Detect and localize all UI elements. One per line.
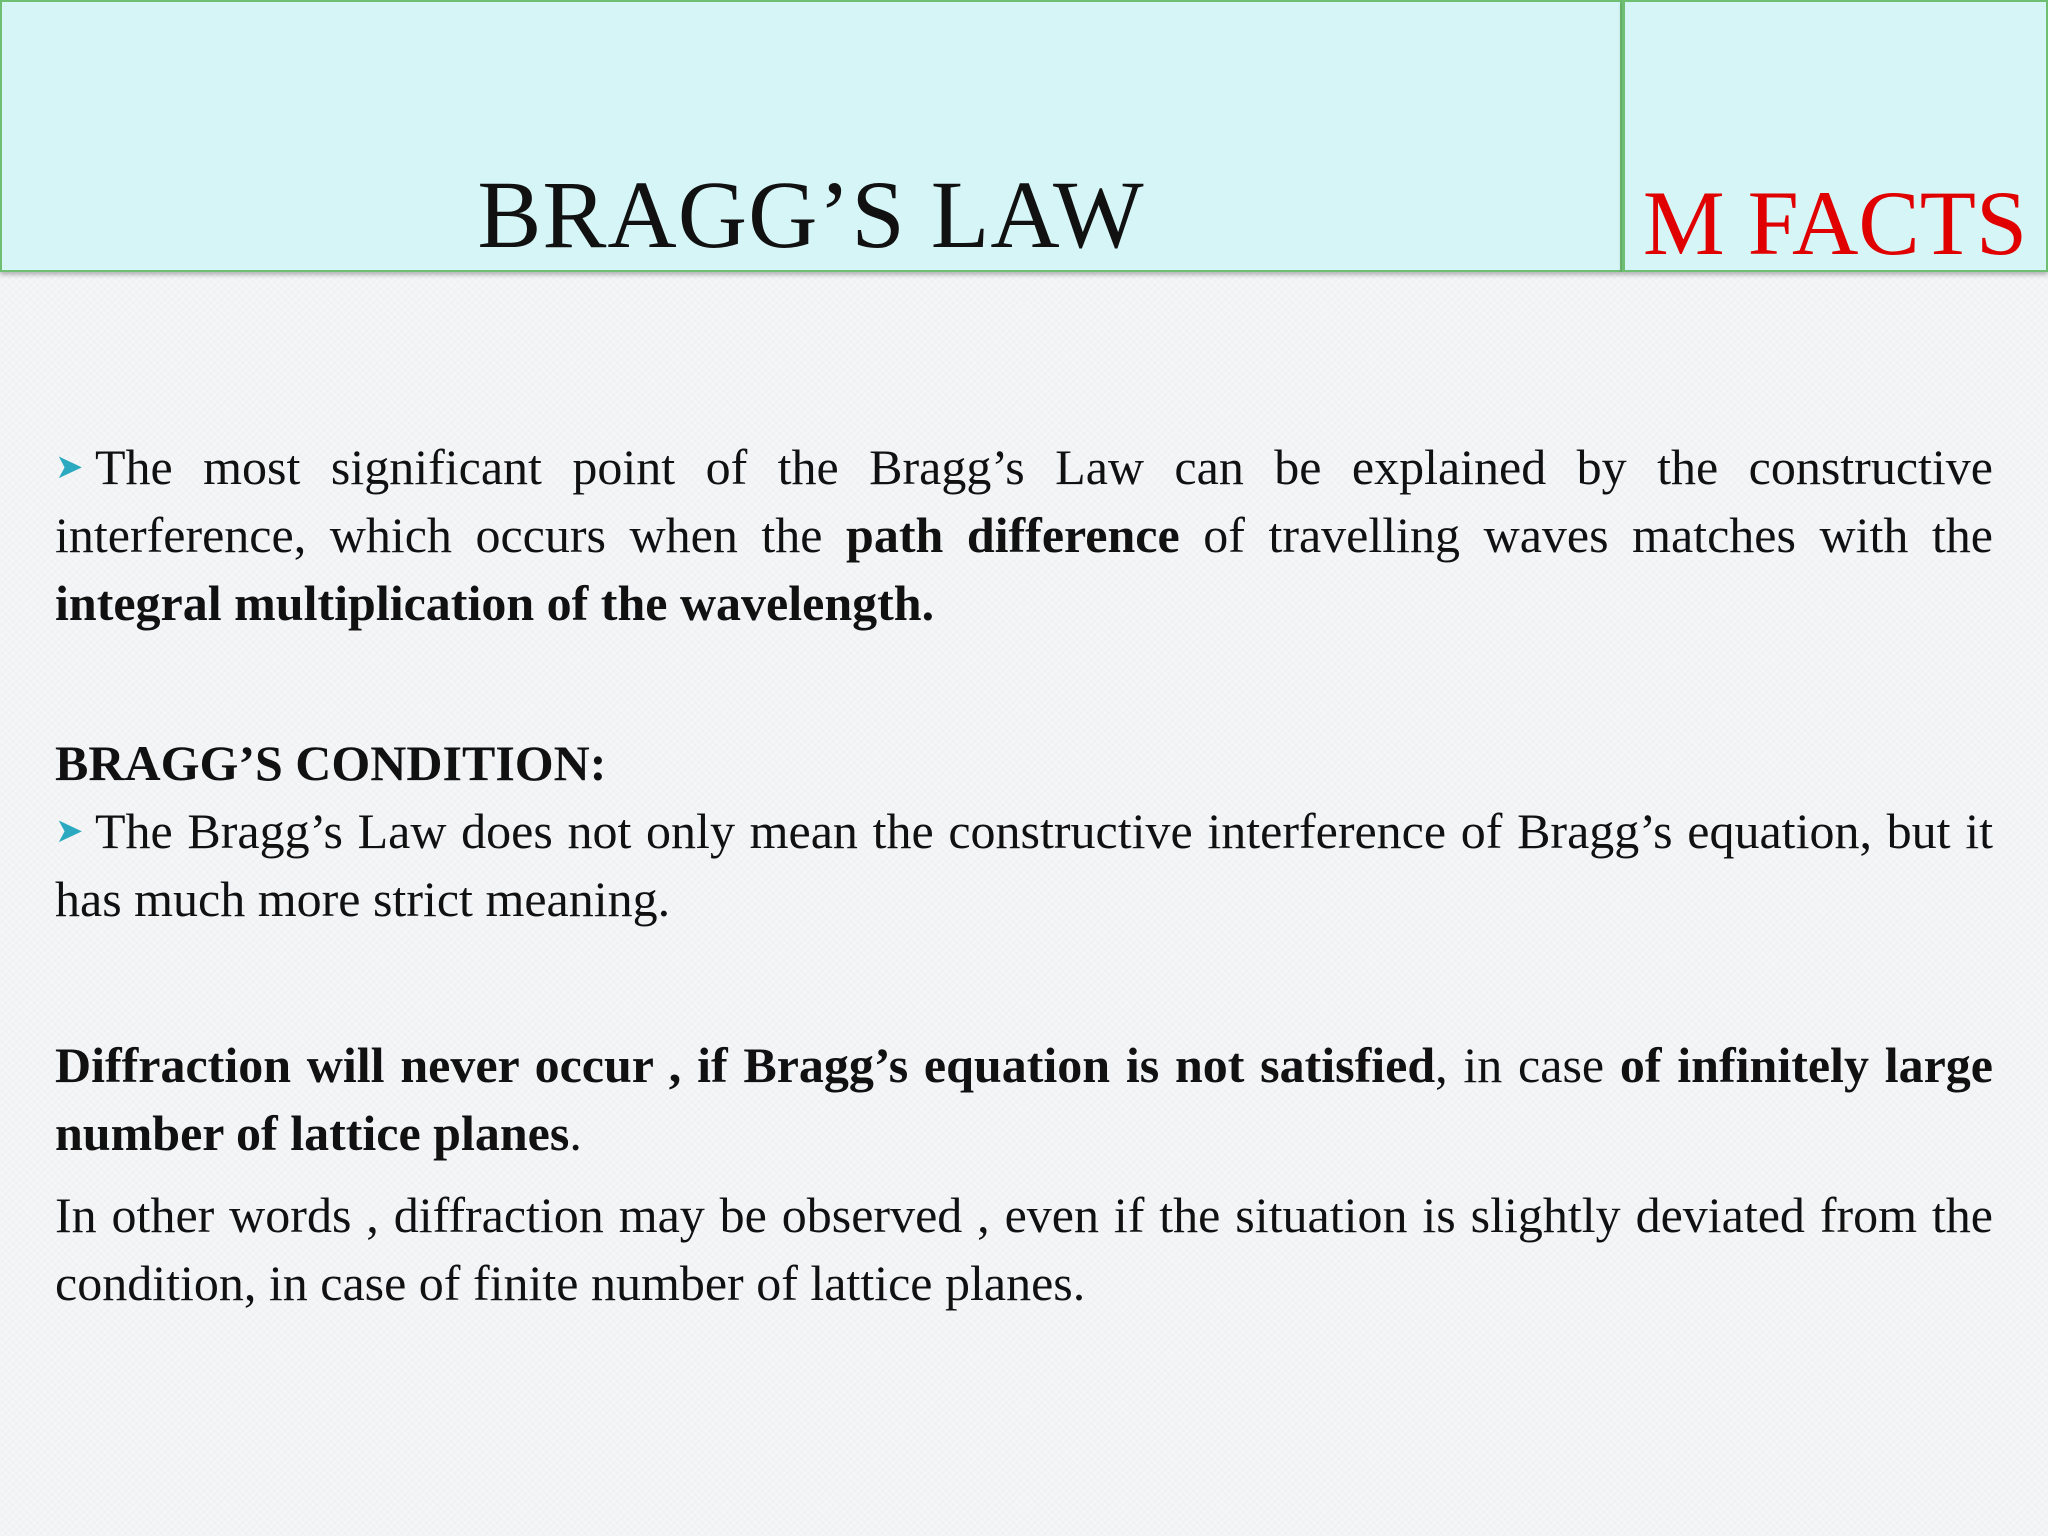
arrow-bullet-icon: ➤ bbox=[55, 447, 84, 487]
brand-label: M FACTS bbox=[1642, 172, 2028, 274]
arrow-bullet-icon: ➤ bbox=[55, 811, 84, 851]
section-heading: BRAGG’S CONDITION: bbox=[55, 735, 607, 791]
slide-title: BRAGG’S LAW bbox=[477, 161, 1145, 268]
paragraph-bragg-law: ➤ The most significant point of the Bragg’s Law can be explained by the constructive interference, which occurs when the path difference of travelling waves matches with the integral multiplication of the wavelength. bbox=[55, 433, 1993, 637]
paragraph-other-words: In other words , diffraction may be observed , even if the situation is slightly deviated from the condition, in case of finite number of lattice planes. bbox=[55, 1187, 1993, 1311]
paragraph-diffraction: Diffraction will never occur , if Bragg’s equation is not satisfied, in case of infinitely large number of lattice planes. bbox=[55, 1037, 1993, 1161]
slide-body bbox=[55, 433, 1993, 1317]
paragraph-bragg-condition: ➤ The Bragg’s Law does not only mean the constructive interference of Bragg’s equation, but it has much more strict meaning. bbox=[55, 797, 1993, 933]
